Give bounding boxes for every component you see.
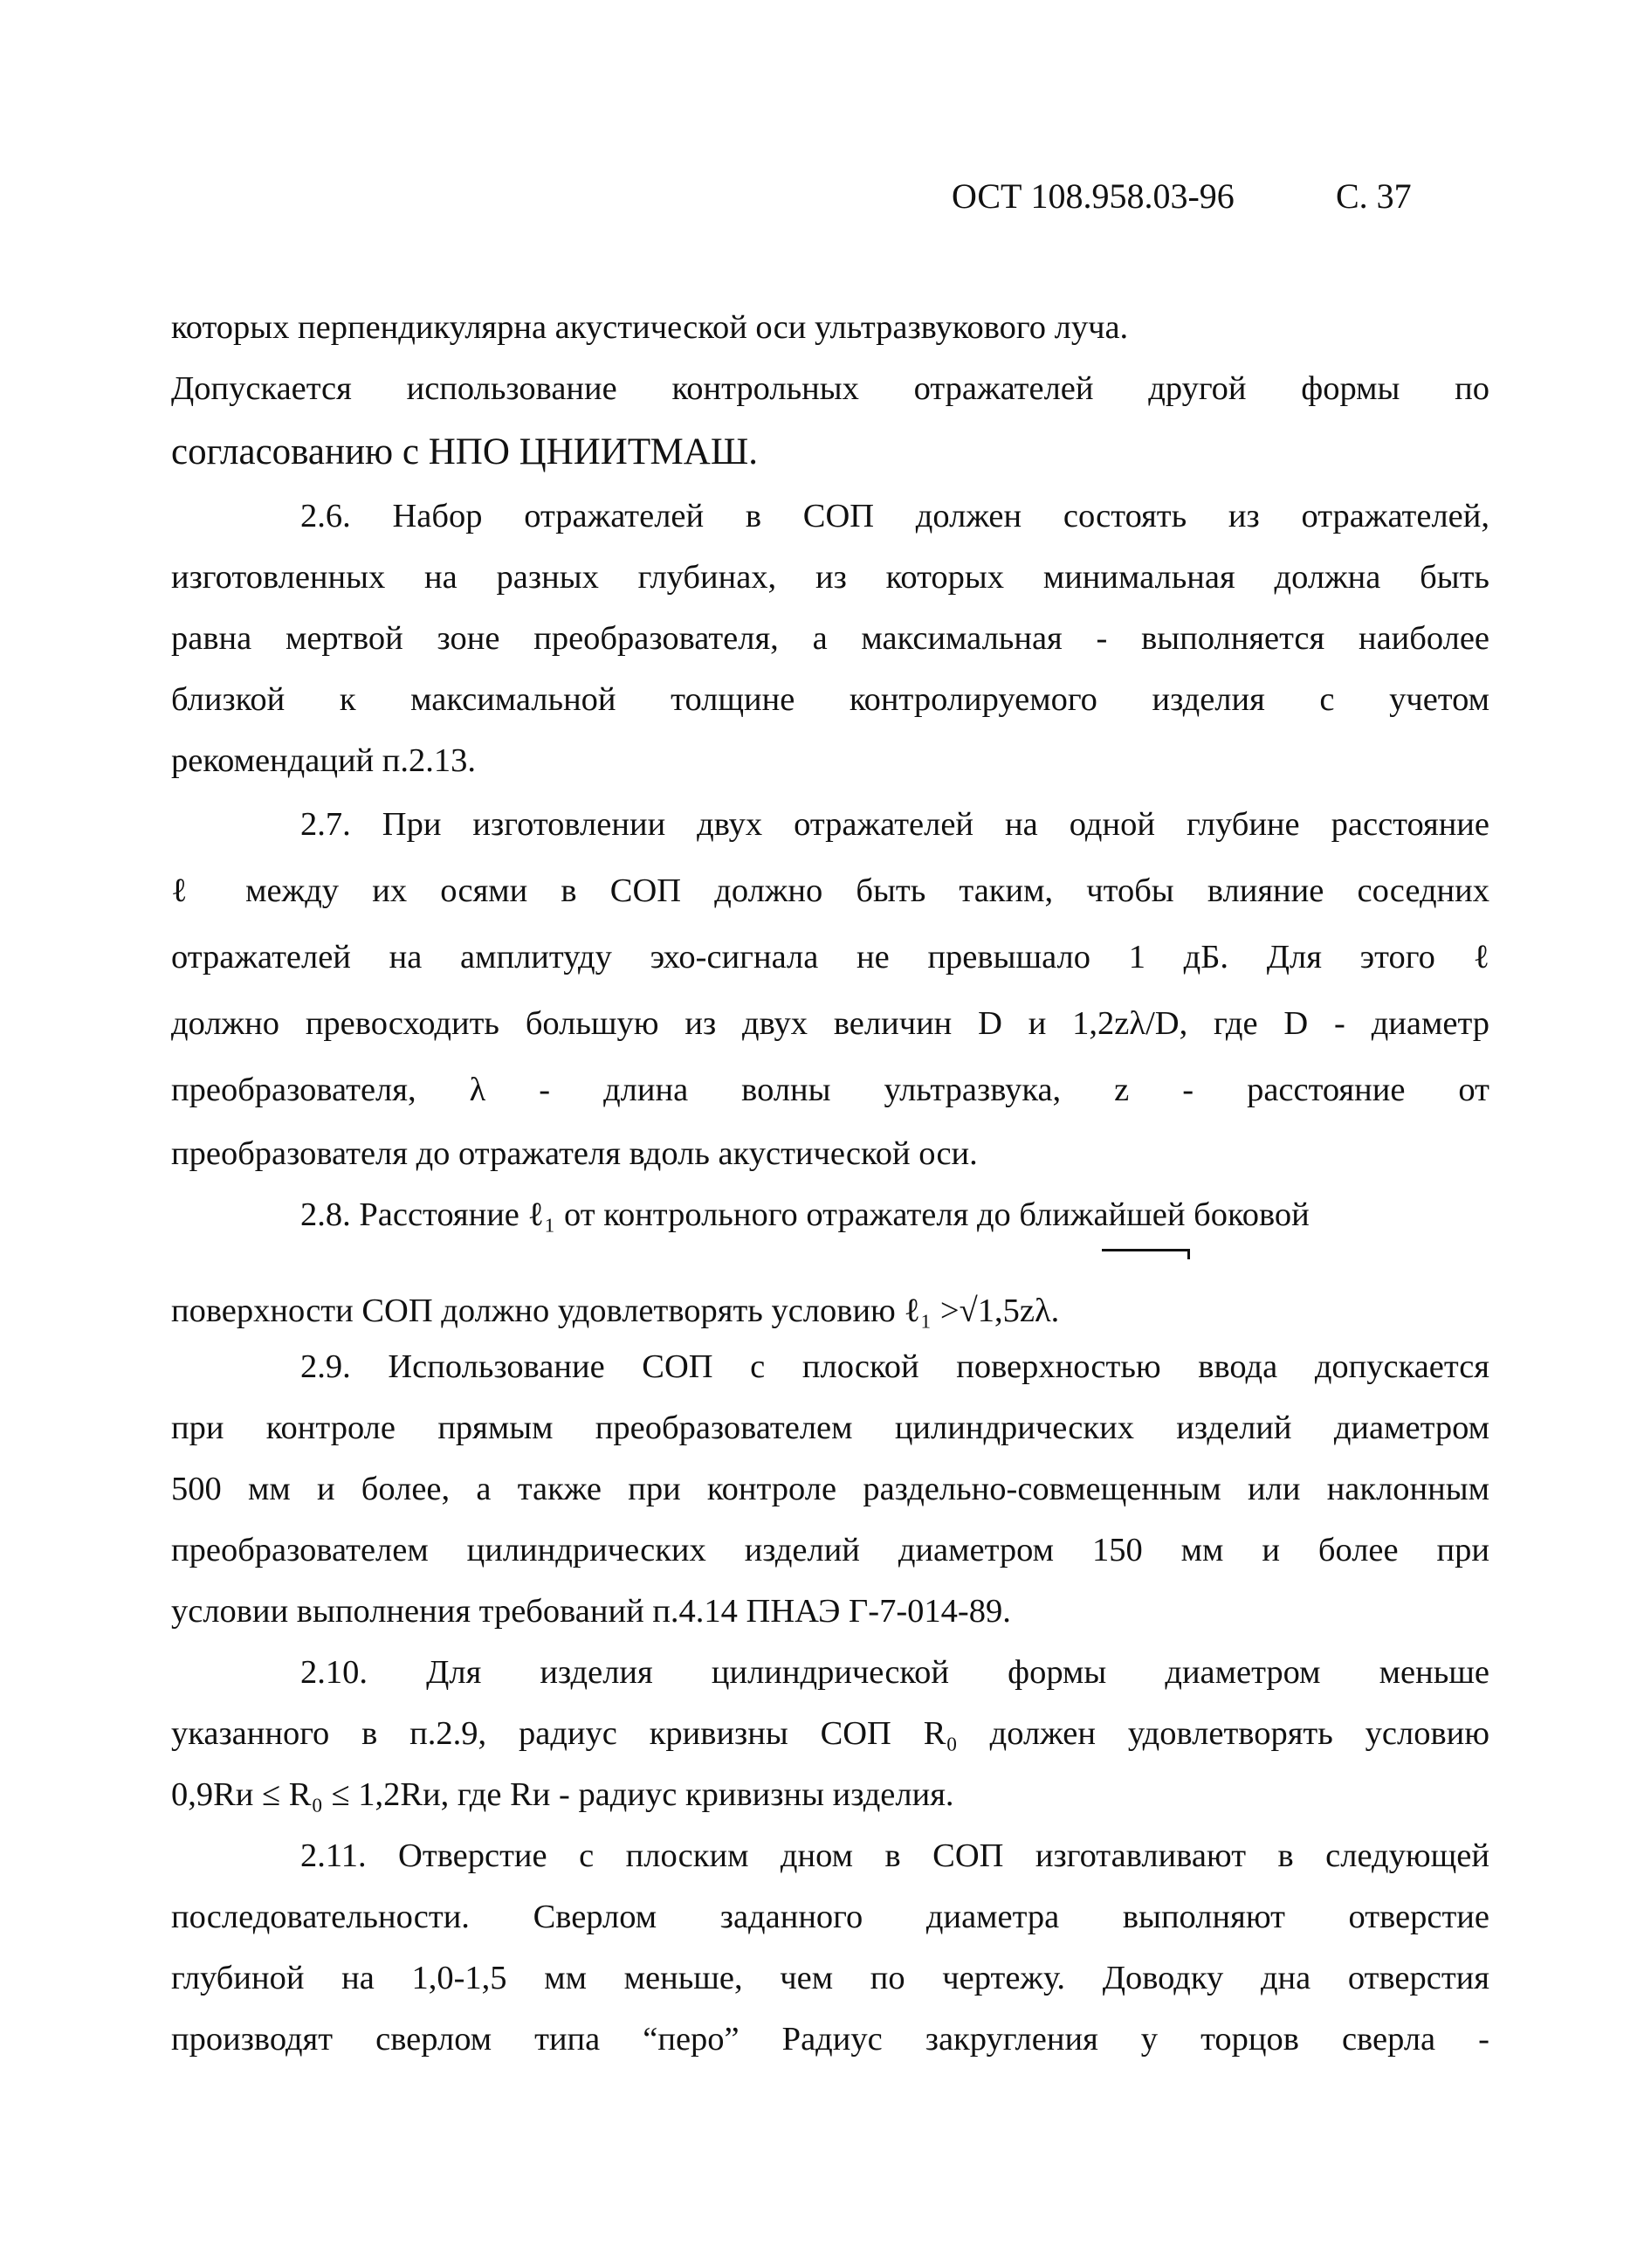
standard-number: ОСТ 108.958.03-96 [952, 176, 1235, 216]
sqrt-overbar [1102, 1249, 1189, 1251]
text-line: отражателей на амплитуду эхо-сигнала не превышало 1 дБ. Для этого ℓ [171, 939, 1489, 975]
paragraph-2-7-start: 2.7. При изготовлении двух отражателей на одной глубине расстояние [300, 806, 1489, 843]
text-line: условии выполнения требований п.4.14 ПНАЭ Г-7-014-89. [171, 1593, 1011, 1630]
document-body [171, 297, 1489, 2070]
text-line-formula: поверхности СОП должно удовлетворять условию ℓ₁ >√1,5zλ. [171, 1293, 1060, 1329]
text-line: глубиной на 1,0-1,5 мм меньше, чем по чертежу. Доводку дна отверстия [171, 1960, 1489, 1996]
paragraph-2-8-start: 2.8. Расстояние ℓ₁ от контрольного отражателя до ближайшей боковой [300, 1196, 1310, 1233]
page-number: С. 37 [1336, 176, 1412, 216]
text-line: преобразователя, λ - длина волны ультразвука, z - расстояние от [171, 1072, 1489, 1108]
paragraph-2-11-start: 2.11. Отверстие с плоским дном в СОП изготавливают в следующей [300, 1837, 1489, 1874]
text-line: 500 мм и более, а также при контроле раздельно-совмещенным или наклонным [171, 1471, 1489, 1507]
text-line: рекомендаций п.2.13. [171, 742, 477, 779]
text-line: указанного в п.2.9, радиус кривизны СОП R₀ должен удовлетворять условию [171, 1715, 1489, 1752]
text-line: 0,9Rи ≤ R₀ ≤ 1,2Rи, где Rи - радиус кривизны изделия. [171, 1776, 954, 1813]
text-line: последовательности. Сверлом заданного диаметра выполняют отверстие [171, 1899, 1489, 1935]
text-line: которых перпендикулярна акустической оси ультразвукового луча. [171, 309, 1129, 346]
text-line: ℓ между их осями в СОП должно быть таким, чтобы влияние соседних [171, 872, 1489, 909]
text-line: равна мертвой зоне преобразователя, а максимальная - выполняется наиболее [171, 620, 1489, 657]
text-line: преобразователя до отражателя вдоль акустической оси. [171, 1135, 978, 1172]
text-line: производят сверлом типа “перо” Радиус закругления у торцов сверла - [171, 2021, 1489, 2058]
text-line: близкой к максимальной толщине контролируемого изделия с учетом [171, 681, 1489, 718]
sqrt-overbar-tick [1187, 1249, 1190, 1259]
paragraph-2-10-start: 2.10. Для изделия цилиндрической формы диаметром меньше [300, 1654, 1489, 1691]
text-line: при контроле прямым преобразователем цилиндрических изделий диаметром [171, 1410, 1489, 1446]
text-line: изготовленных на разных глубинах, из которых минимальная должна быть [171, 559, 1489, 596]
text-line: должно превосходить большую из двух величин D и 1,2zλ/D, где D - диаметр [171, 1005, 1489, 1042]
text-line: преобразователем цилиндрических изделий диаметром 150 мм и более при [171, 1532, 1489, 1568]
paragraph-2-6-start: 2.6. Набор отражателей в СОП должен состоять из отражателей, [300, 498, 1489, 534]
text-line: согласованию с НПО ЦНИИТМАШ. [171, 431, 758, 472]
paragraph-2-9-start: 2.9. Использование СОП с плоской поверхностью ввода допускается [300, 1348, 1489, 1385]
text-line: Допускается использование контрольных отражателей другой формы по [171, 370, 1489, 407]
page-header [952, 175, 1441, 218]
